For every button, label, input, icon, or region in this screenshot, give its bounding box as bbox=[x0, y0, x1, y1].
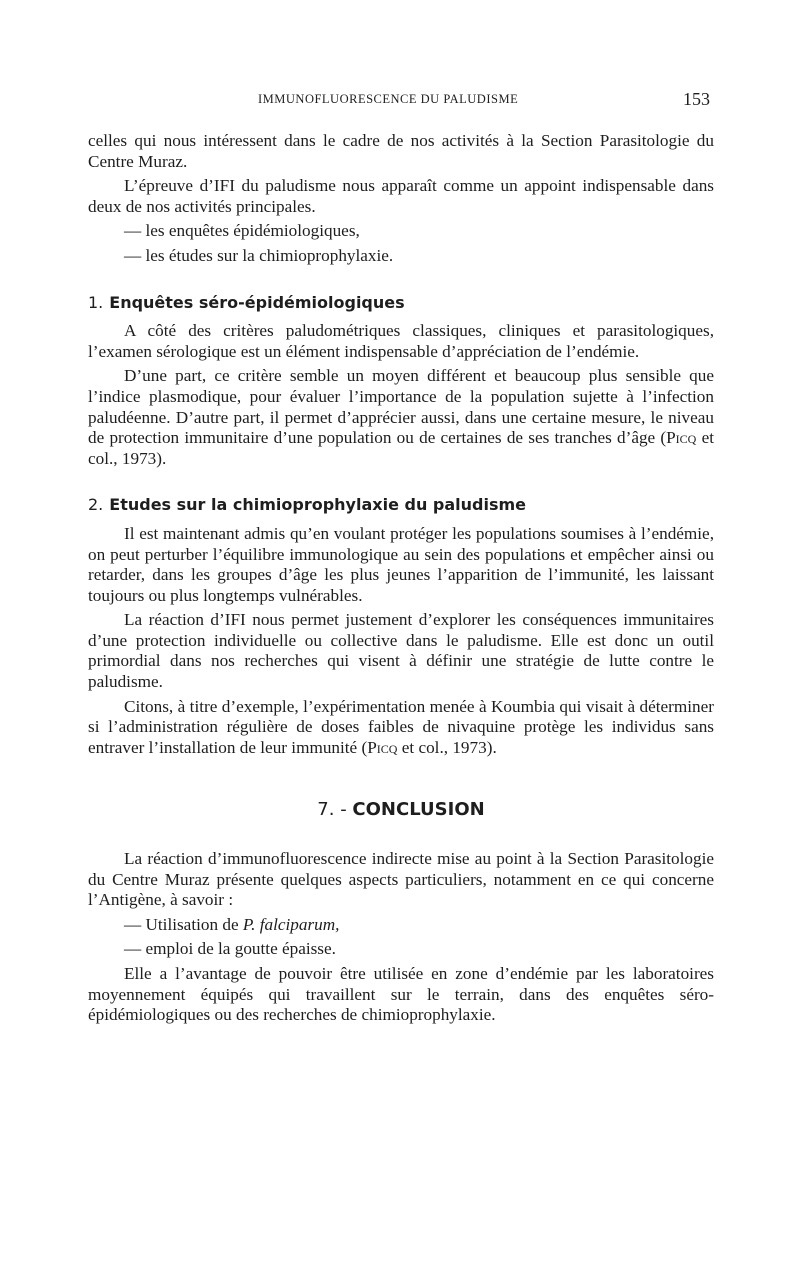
species-name: P. falciparum, bbox=[242, 914, 340, 934]
section-1-paragraph-2 bbox=[88, 366, 714, 469]
intro-dash-item-1: — les enquêtes épidémiologiques, bbox=[124, 221, 360, 241]
conclusion-heading bbox=[88, 800, 714, 821]
section-2-paragraph-2: La réaction d’IFI nous permet justement d’explorer les conséquences immunitaires d’une protection individuelle ou collective dans le paludisme. Elle est donc un outil primordial dans nos recherches qui visent à définir une stratégie de lutte contre le paludisme. bbox=[88, 610, 714, 692]
section-2-number: 2. bbox=[88, 495, 104, 515]
section-2-paragraph-3 bbox=[88, 697, 714, 759]
section-1-title: Enquêtes séro-épidémiologiques bbox=[109, 292, 405, 312]
article-body bbox=[88, 131, 714, 1030]
running-title: IMMUNOFLUORESCENCE DU PALUDISME bbox=[258, 92, 519, 106]
conclusion-paragraph-2: Elle a l’avantage de pouvoir être utilisée en zone d’endémie par les laboratoires moyennement équipés qui travaillent sur le terrain, dans des enquêtes séro-épidémiologiques ou des recherches de chimioprophylaxie. bbox=[88, 964, 714, 1025]
page-number: 153 bbox=[683, 89, 710, 109]
section-2-paragraph-1: Il est maintenant admis qu’en voulant protéger les populations soumises à l’endémie, on peut perturber l’équilibre immunologique au sein des populations et empêcher ainsi ou retarder, dans les groupes d’âge les plus jeunes l’apparition de l’immunité, les laissant toujours ou plus longtemps vulnérables. bbox=[88, 523, 714, 605]
conclusion-number: 7. - bbox=[317, 799, 347, 821]
intro-paragraph-1: celles qui nous intéressent dans le cadre de nos activités à la Section Parasitologie du Centre Muraz. bbox=[88, 131, 714, 171]
section-1-paragraph-1: A côté des critères paludométriques classiques, cliniques et parasitologiques, l’examen sérologique est un élément indispensable d’appréciation de l’endémie. bbox=[88, 321, 714, 361]
section-2-title: Etudes sur la chimioprophylaxie du paludisme bbox=[109, 495, 527, 515]
intro-dash-item-2: — les études sur la chimioprophylaxie. bbox=[124, 245, 394, 265]
citation-author: Picq bbox=[666, 428, 697, 448]
section-1-heading bbox=[88, 293, 714, 314]
conclusion-dash-item-2: — emploi de la goutte épaisse. bbox=[124, 939, 336, 959]
section-1-paragraph-2-text: D’une part, ce critère semble un moyen différent et beaucoup plus sensible que l’indice plasmodique, pour évaluer l’importance de la population sujette à l’infection paludéenne. D’autre part, il permet d’apprécier aussi, dans une certaine mesure, le niveau de protection immunitaire d’une population ou de certaines de ses tranches d’âge ( bbox=[88, 366, 714, 448]
section-2-heading bbox=[88, 495, 714, 516]
section-1-paragraph-2-tail: et col., 1973). bbox=[88, 428, 714, 468]
intro-paragraph-2: L’épreuve d’IFI du paludisme nous apparaît comme un appoint indispensable dans deux de nos activités principales. bbox=[88, 176, 714, 216]
conclusion-paragraph-1: La réaction d’immunofluorescence indirecte mise au point à la Section Parasitologie du Centre Muraz présente quelques aspects particuliers, notamment en ce qui concerne l’Antigène, à savoir : bbox=[88, 849, 714, 910]
section-2-paragraph-3-text: Citons, à titre d’exemple, l’expérimentation menée à Koumbia qui visait à déterminer si l’administration régulière de doses faibles de nivaquine protège les individus sans entraver l’installation de leur immunité ( bbox=[88, 696, 714, 757]
section-1-number: 1. bbox=[88, 292, 104, 312]
conclusion-dash-item-1-text: — Utilisation de bbox=[124, 914, 243, 934]
running-header bbox=[0, 89, 800, 116]
citation-author: Picq bbox=[367, 737, 398, 757]
conclusion-title: CONCLUSION bbox=[352, 799, 485, 821]
section-2-paragraph-3-tail: et col., 1973). bbox=[397, 737, 497, 757]
conclusion-dash-item-1 bbox=[88, 915, 714, 936]
